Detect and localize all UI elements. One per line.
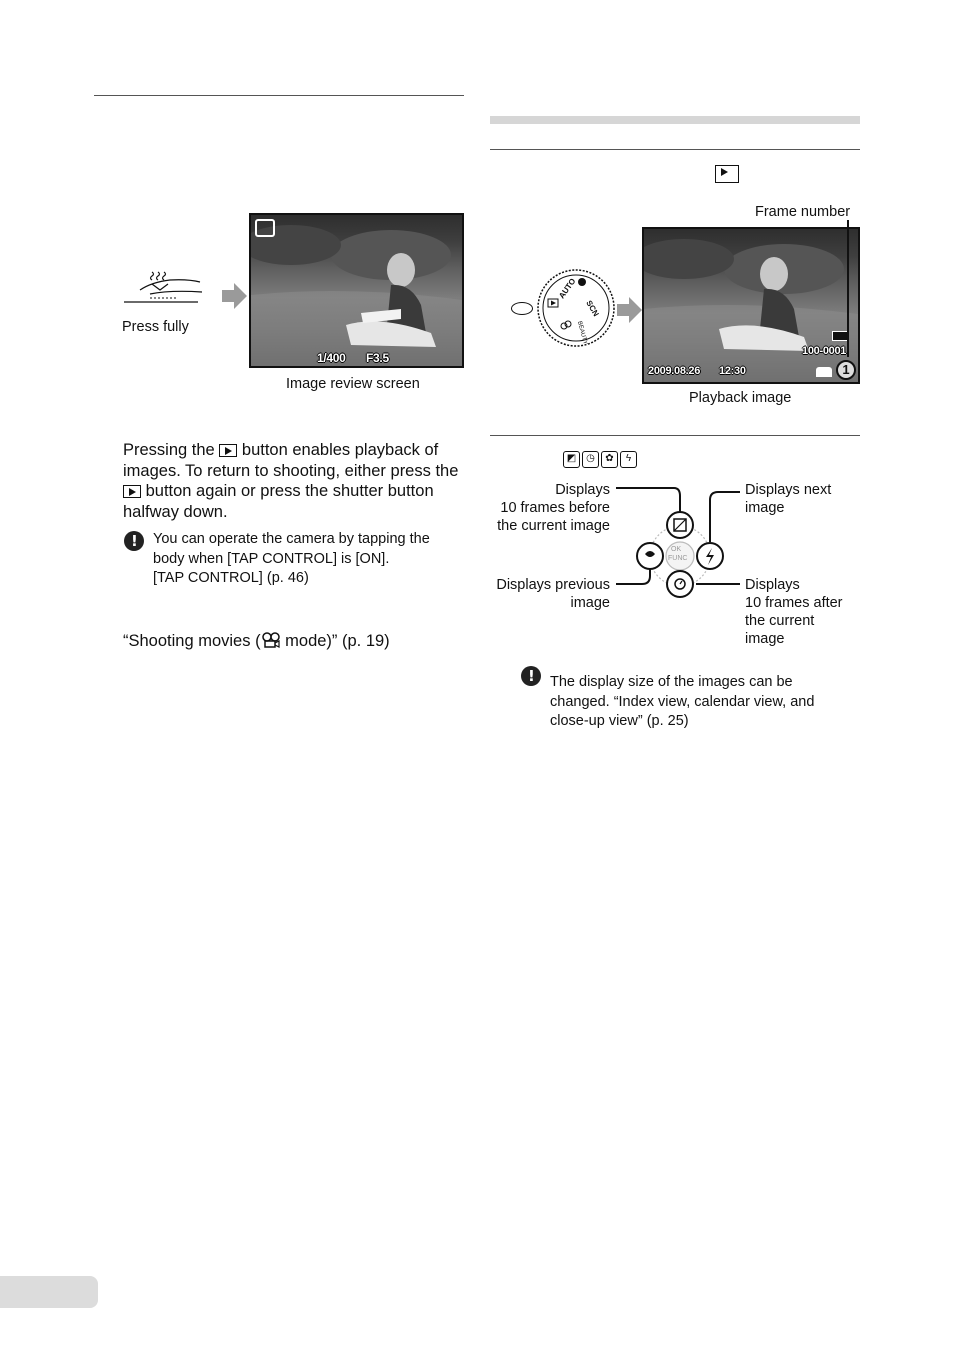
frame-number-badge: 1 xyxy=(836,360,856,380)
mode-icon-box xyxy=(255,219,275,237)
review-aperture: F3.5 xyxy=(366,351,389,365)
label-right-next: Displays next image xyxy=(745,482,832,516)
warning-icon xyxy=(124,531,144,551)
tap-control-note xyxy=(153,530,463,589)
label-left-previous: Displays previous image xyxy=(496,577,610,611)
label-up-10-before: Displays 10 frames before the current image xyxy=(497,482,610,534)
card-icon xyxy=(816,367,832,377)
movies-ref-after: mode)” (p. 19) xyxy=(280,632,390,650)
display-size-note: The display size of the images can be changed. “Index view, calendar view, and close-up view” (p. 25) xyxy=(550,674,815,729)
exposure-icon: ◩ xyxy=(563,451,580,468)
review-caption: Image review screen xyxy=(286,376,420,392)
mode-indicator-oval xyxy=(511,302,533,315)
pad-ok-label: OK xyxy=(671,546,682,553)
frame-number-label: Frame number xyxy=(755,204,851,220)
note-line-2: [TAP CONTROL] (p. 46) xyxy=(153,570,309,586)
right-rule-1 xyxy=(490,149,860,150)
label-down-10-after: Displays 10 frames after the current image xyxy=(745,577,843,647)
para-text-2: button enables playback of images. To return to shooting, either press the xyxy=(123,441,459,480)
playback-time: 12:30 xyxy=(719,365,746,377)
play-icon xyxy=(123,485,141,498)
arrow-icons-row xyxy=(563,451,639,469)
playback-date: 2009.08.26 xyxy=(648,365,701,377)
movies-reference xyxy=(123,631,390,652)
note-line-1: You can operate the camera by tapping the body when [TAP CONTROL] is [ON]. xyxy=(153,531,430,567)
arrow-right-icon xyxy=(617,296,643,324)
battery-icon xyxy=(832,331,848,341)
left-top-rule xyxy=(94,95,464,96)
playback-caption: Playback image xyxy=(689,390,792,406)
arrow-pad-diagram xyxy=(612,484,744,604)
right-rule-2 xyxy=(490,435,860,436)
dial-label-scn: SCN xyxy=(584,298,601,319)
review-shutter-speed: 1/400 xyxy=(317,351,346,365)
self-timer-icon: ◷ xyxy=(582,451,599,468)
movies-ref-before: “Shooting movies ( xyxy=(123,632,261,650)
right-gray-bar xyxy=(490,116,860,124)
play-icon xyxy=(219,444,237,457)
macro-icon: ✿ xyxy=(601,451,618,468)
playback-file-number: 100-0001 xyxy=(802,345,847,357)
playback-image xyxy=(642,227,860,384)
frame-number-leader xyxy=(847,220,849,357)
pad-func-label: FUNC xyxy=(668,555,688,562)
para-text-3: button again or press the shutter button halfway down. xyxy=(123,482,434,521)
dial-label-beauty: BEAUTY xyxy=(576,320,589,346)
para-text-1: Pressing the xyxy=(123,441,215,459)
review-screen-image xyxy=(249,213,464,368)
playback-paragraph xyxy=(123,440,463,522)
page-number-tab xyxy=(0,1276,98,1308)
movie-icon xyxy=(261,632,281,648)
shutter-press-icon xyxy=(120,268,210,313)
dial-label-auto: AUTO xyxy=(557,276,578,301)
play-icon xyxy=(715,165,739,183)
warning-icon xyxy=(521,666,541,686)
arrow-right-icon xyxy=(222,282,248,310)
shutter-caption: Press fully xyxy=(122,319,189,335)
flash-icon: ϟ xyxy=(620,451,637,468)
